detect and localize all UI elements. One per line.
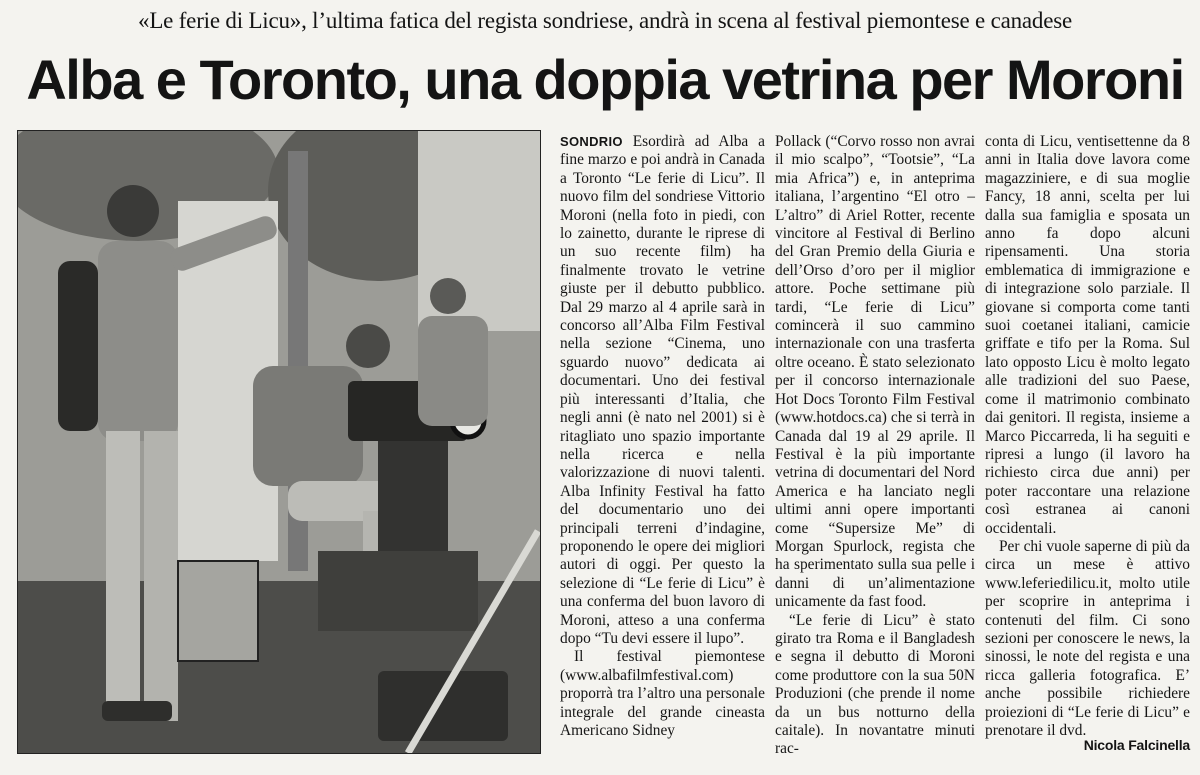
article-column-2 [775, 133, 975, 759]
article-column-3 [985, 133, 1190, 740]
film-set-photo-illustration [18, 131, 540, 753]
column-1-paragraph-1 [560, 133, 765, 648]
column-1-paragraph-2: Il festival piemontese (www.albafilmfestival.com) proporrà tra l’altro una personale integrale del grande cineasta Americano Sidney [560, 648, 765, 739]
column-3-paragraph-2: Per chi vuole saperne di più da circa un mese è attivo www.leferiedilicu.it, molto utile per scoprire in anteprima i contenuti del film. Ci sono sezioni per conoscere le news, la sinossi, le note del regista e una ricca galleria fotografica. E’ anche possibile richiedere proiezioni di “Le ferie di Licu” e prenotare il dvd. [985, 537, 1190, 739]
article-column-1 [560, 133, 765, 740]
dateline: SONDRIO [560, 134, 623, 149]
column-2-paragraph-1: Pollack (“Corvo rosso non avrai il mio scalpo”, “Tootsie”, “La mia Africa”) e, in anteprima italiana, l’argentino “El otro – L’altro” di Ariel Rotter, recente vincitore al Festival di Berlino del Gran Premio della Giuria e dell’Orso d’oro per il miglior attore. Poche settimane più tardi, “Le ferie di Licu” comincerà il suo cammino internazionale con una trasferta oltre oceano. È stato selezionato per il concorso internazionale Hot Docs Toronto Film Festival (www.hotdocs.ca) che si terrà in Canada dal 19 al 29 aprile. Il Festival è la più importante vetrina di documentari del Nord America e ha lanciato negli ultimi anni opere importanti come “Supersize Me” di Morgan Spurlock, regista che ha sperimentato sulla sua pelle i danni di un’alimentazione unicamente da fast food. [775, 133, 975, 611]
column-3-paragraph-1: conta di Licu, ventisettenne da 8 anni in Italia dove lavora come magazziniere, e di sua moglie Fancy, 18 anni, scelta per lui dalla sua famiglia e sposata un anno fa dopo alcuni ripensamenti. Una storia emblematica di immigrazione e di integrazione solo parziale. Il giovane si comporta come tanti suoi coetanei italiani, camicie griffate e tifo per la Roma. Sul lato opposto Licu è molto legato alle tradizioni del suo Paese, come il matrimonio combinato dai genitori. Il regista, insieme a Marco Piccarreda, li ha seguiti e ripresi a lungo (il lavoro ha richiesto circa due anni) per poter raccontare una relazione così estranea ai canoni occidentali. [985, 133, 1190, 537]
kicker: «Le ferie di Licu», l’ultima fatica del regista sondriese, andrà in scena al festival piemontese e canadese [138, 8, 1072, 33]
headline: Alba e Toronto, una doppia vetrina per Moroni [26, 48, 1184, 111]
column-1-paragraph-1-text: Esordirà ad Alba a fine marzo e poi andrà in Canada a Toronto “Le ferie di Licu”. Il nuovo film del sondriese Vittorio Moroni (nella foto in piedi, con lo zainetto, durante le riprese di un suo recente film) ha finalmente trovato le vetrine giuste per il debutto pubblico. Dal 29 marzo al 4 aprile sarà in concorso all’Alba Film Festival nella sezione “Cinema, uno sguardo nuovo” dedicata ai documentari. Uno dei festival più interessanti d’Italia, che negli anni (è nato nel 2001) si è ritagliato uno spazio importante nella ricerca e nella valorizzazione di nuovi talenti. Alba Infinity Festival ha fatto del documentario uno dei principali terreni d’indagine, proponendo le opere dei migliori autori di oggi. Per questo la selezione di “Le ferie di Licu” è una conferma del buon lavoro di Moroni, atteso a una conferma dopo “Tu devi essere il lupo”. [560, 133, 765, 647]
article-photo [17, 130, 541, 754]
column-2-paragraph-2: “Le ferie di Licu” è stato girato tra Roma e il Bangladesh e segna il debutto di Moroni come produttore con la sua 50N Produzioni (che prende il nome da un bus notturno della caitale). In novantatre minuti rac- [775, 611, 975, 758]
author-signature: Nicola Falcinella [1083, 737, 1190, 753]
